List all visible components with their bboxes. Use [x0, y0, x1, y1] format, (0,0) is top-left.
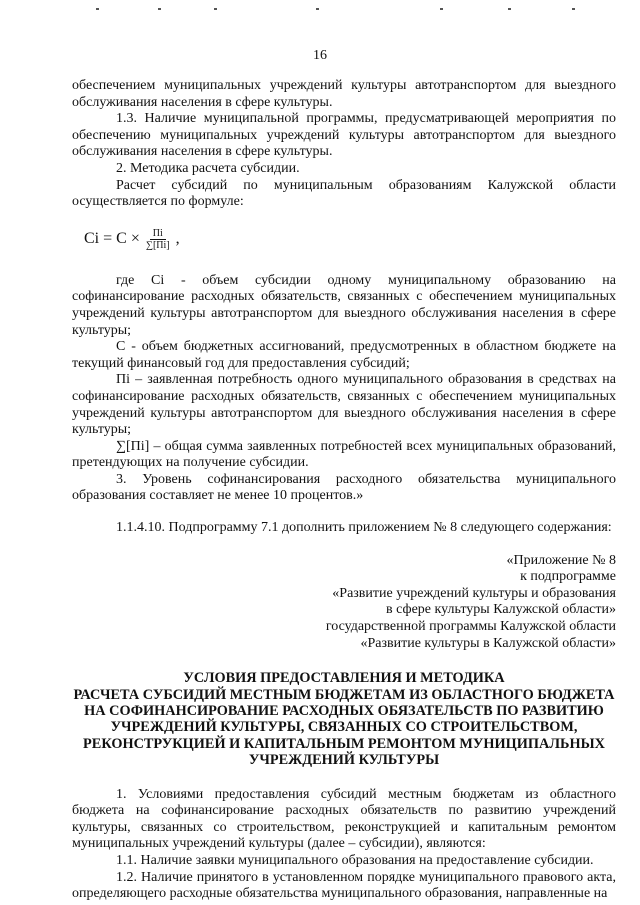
scan-mark	[572, 8, 575, 10]
section-title-line: УЧРЕЖДЕНИЙ КУЛЬТУРЫ	[248, 752, 440, 769]
formula-denominator: ∑[Пi]	[145, 240, 170, 252]
paragraph: 2. Методика расчета субсидии.	[116, 160, 300, 176]
section-title-line: РАСЧЕТА СУБСИДИЙ МЕСТНЫМ БЮДЖЕТАМ ИЗ ОБЛАСТНОГО БЮДЖЕТА	[73, 686, 615, 703]
paragraph: 1.3. Наличие муниципальной программы, предусматривающей мероприятия по обеспечению муниципальных учреждений культуры автотранспортом для выездного обслуживания населения в сфере культуры.	[72, 111, 616, 160]
subsidy-formula	[84, 223, 616, 257]
scan-mark	[158, 8, 161, 10]
paragraph: Расчет субсидий по муниципальным образованиям Калужской области осуществляется по формуле:	[72, 177, 616, 210]
paragraph: 1.2. Наличие принятого в установленном порядке муниципального правового акта, определяющего расходные обязательства муниципального образования, направленные на	[72, 869, 616, 902]
definition-paragraph: 3. Уровень софинансирования расходного обязательства муниципального образования составляет не менее 10 процентов.»	[72, 471, 616, 504]
appendix-header-line: в сфере культуры Калужской области»	[386, 602, 616, 618]
appendix-header-line: к подпрограмме	[520, 569, 616, 585]
scan-mark	[508, 8, 511, 10]
section-title-line: УСЛОВИЯ ПРЕДОСТАВЛЕНИЯ И МЕТОДИКА	[183, 670, 505, 687]
amendment-paragraph: 1.1.4.10. Подпрограмму 7.1 дополнить приложением № 8 следующего содержания:	[116, 520, 612, 536]
appendix-header-line: государственной программы Калужской области	[325, 619, 616, 635]
section-title-line: РЕКОНСТРУКЦИЕЙ И КАПИТАЛЬНЫМ РЕМОНТОМ МУНИЦИПАЛЬНЫХ	[83, 735, 605, 752]
scan-mark	[316, 8, 319, 10]
definition-paragraph: Пi – заявленная потребность одного муниципального образования в средствах на софинансирование расходных обязательств, связанных с обеспечением муниципальных учреждений культуры автотранспортом для выездного обслуживания населения в сфере культуры;	[72, 372, 616, 438]
definition-paragraph: С - объем бюджетных ассигнований, предусмотренных в областном бюджете на текущий финансовый год для предоставления субсидий;	[72, 339, 616, 371]
section-title	[72, 670, 616, 768]
definition-paragraph: где Ci - объем субсидии одному муниципальному образованию на софинансирование расходных обязательств, связанных с обеспечением муниципальных учреждений культуры автотранспортом для выездного обслуживания населения в сфере культуры;	[72, 272, 616, 338]
scan-mark	[214, 8, 217, 10]
document-body	[72, 78, 616, 903]
scan-mark	[440, 8, 443, 10]
section-title-line: НА СОФИНАНСИРОВАНИЕ РАСХОДНЫХ ОБЯЗАТЕЛЬСТВ ПО РАЗВИТИЮ	[84, 703, 604, 720]
paragraph: обеспечением муниципальных учреждений культуры автотранспортом для выездного обслуживания населения в сфере культуры.	[72, 78, 616, 110]
appendix-header-line: «Развитие учреждений культуры и образования	[332, 585, 616, 601]
formula-fraction	[143, 228, 173, 251]
page-number: 16	[313, 48, 327, 63]
paragraph: 1.1. Наличие заявки муниципального образования на предоставление субсидии.	[116, 853, 594, 869]
scan-mark	[96, 8, 99, 10]
paragraph: 1. Условиями предоставления субсидий местным бюджетам из областного бюджета на софинансирование расходных обязательств по развитию учреждений культуры, связанных со строительством, реконструкцией и капитальным ремонтом муниципальных учреждений культуры (далее – субсидии), являются:	[72, 786, 616, 852]
section-title-line: УЧРЕЖДЕНИЙ КУЛЬТУРЫ, СВЯЗАННЫХ СО СТРОИТЕЛЬСТВОМ,	[110, 719, 578, 736]
formula-numerator: Пi	[150, 228, 166, 240]
appendix-header-line: «Приложение № 8	[506, 552, 616, 568]
formula-lhs: Ci = C ×	[84, 230, 140, 248]
appendix-header	[72, 553, 616, 653]
definition-paragraph: ∑[Пi] – общая сумма заявленных потребностей всех муниципальных образований, претендующих на получение субсидии.	[72, 438, 616, 471]
appendix-header-line: «Развитие культуры в Калужской области»	[360, 635, 616, 651]
formula-tail: ,	[175, 230, 180, 248]
